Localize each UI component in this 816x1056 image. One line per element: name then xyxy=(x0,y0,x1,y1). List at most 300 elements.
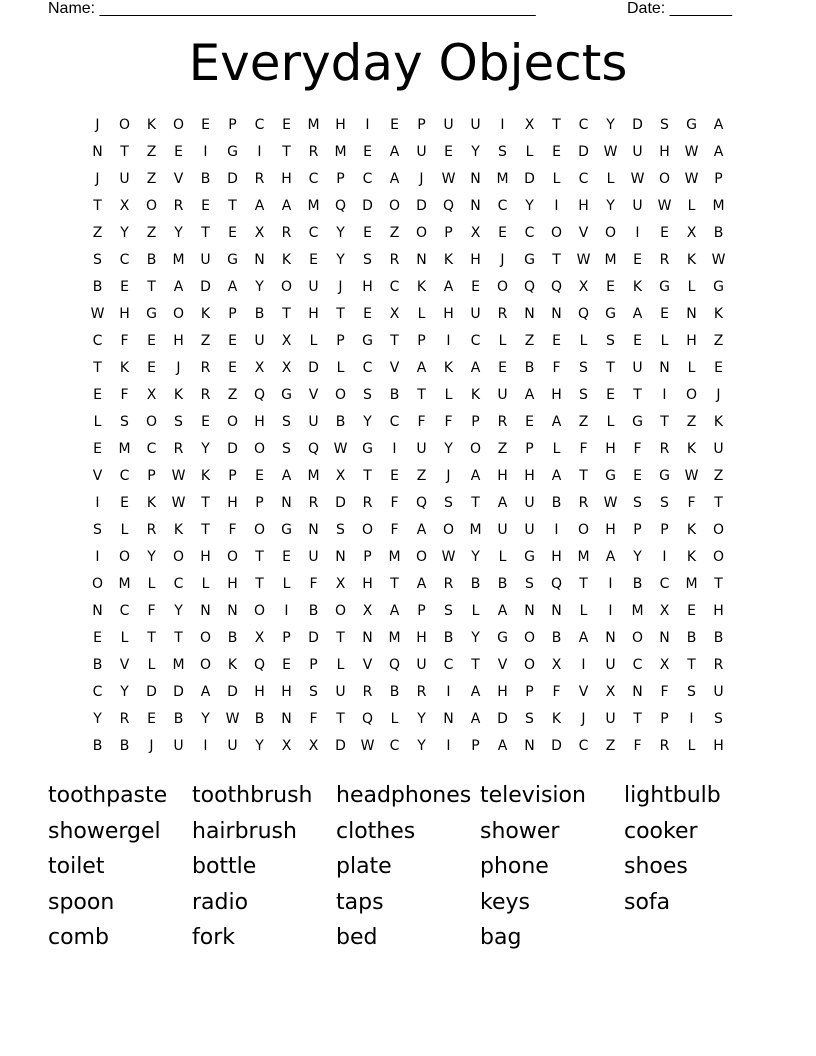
grid-letter: U xyxy=(254,333,265,349)
grid-letter: T xyxy=(660,414,669,430)
grid-letter: G xyxy=(659,279,670,295)
grid-letter: S xyxy=(93,252,102,268)
grid-letter: A xyxy=(227,279,238,295)
grid-letter: C xyxy=(578,117,589,133)
grid-letter: I xyxy=(608,603,613,619)
grid-letter: E xyxy=(525,414,534,430)
grid-letter: R xyxy=(497,414,508,430)
grid-letter: N xyxy=(227,603,238,619)
grid-letter: B xyxy=(308,603,319,619)
grid-letter: E xyxy=(174,144,183,160)
grid-letter: H xyxy=(119,306,130,322)
grid-letter: N xyxy=(551,603,562,619)
grid-letter: O xyxy=(334,387,347,403)
grid-letter: H xyxy=(254,684,265,700)
grid-letter: D xyxy=(551,738,562,754)
grid-letter: H xyxy=(659,144,670,160)
grid-letter: P xyxy=(417,333,426,349)
grid-letter: G xyxy=(281,387,292,403)
grid-letter: Y xyxy=(606,117,615,133)
grid-letter: H xyxy=(551,549,562,565)
grid-letter: P xyxy=(336,333,345,349)
grid-letter: S xyxy=(309,684,318,700)
grid-letter: S xyxy=(363,387,372,403)
grid-letter: R xyxy=(659,738,670,754)
grid-letter: D xyxy=(308,630,319,646)
grid-letter: G xyxy=(659,468,670,484)
grid-letter: X xyxy=(146,387,157,403)
grid-letter: R xyxy=(173,441,184,457)
grid-letter: U xyxy=(470,306,481,322)
grid-letter: H xyxy=(524,468,535,484)
grid-letter: L xyxy=(471,603,480,619)
grid-letter: X xyxy=(254,360,265,376)
grid-letter: D xyxy=(362,198,373,214)
word-bank-item: television xyxy=(480,783,586,808)
word-bank-item: comb xyxy=(48,925,109,951)
grid-letter: N xyxy=(254,252,265,268)
grid-letter: A xyxy=(497,495,508,511)
grid-letter: T xyxy=(282,306,291,322)
grid-letter: G xyxy=(146,306,157,322)
grid-letter: G xyxy=(632,414,643,430)
grid-letter: S xyxy=(444,603,453,619)
grid-letter: T xyxy=(336,630,345,646)
grid-letter: S xyxy=(363,252,372,268)
grid-letter: B xyxy=(254,711,265,727)
grid-letter: Z xyxy=(227,387,238,403)
grid-letter: F xyxy=(444,414,453,430)
grid-letter: S xyxy=(444,495,453,511)
grid-letter: A xyxy=(470,684,481,700)
grid-letter: Z xyxy=(146,225,157,241)
grid-letter: Q xyxy=(334,198,347,214)
grid-letter: W xyxy=(684,468,699,484)
grid-letter: V xyxy=(308,387,319,403)
grid-letter: F xyxy=(579,441,588,457)
grid-letter: K xyxy=(470,387,481,403)
grid-letter: S xyxy=(336,522,345,538)
grid-letter: D xyxy=(227,171,238,187)
grid-letter: F xyxy=(390,522,399,538)
grid-letter: T xyxy=(714,576,723,592)
grid-letter: T xyxy=(93,198,102,214)
grid-letter: W xyxy=(333,441,348,457)
grid-letter: E xyxy=(606,387,615,403)
grid-letter: O xyxy=(442,522,455,538)
grid-letter: N xyxy=(92,603,103,619)
grid-letter: J xyxy=(338,279,343,295)
grid-letter: E xyxy=(660,306,669,322)
letter-grid xyxy=(84,112,732,760)
grid-letter: X xyxy=(335,468,346,484)
grid-letter: T xyxy=(255,549,264,565)
grid-letter: I xyxy=(446,684,451,700)
grid-letter: M xyxy=(496,171,509,187)
grid-letter: C xyxy=(362,360,373,376)
grid-letter: E xyxy=(282,657,291,673)
grid-letter: U xyxy=(119,171,130,187)
grid-letter: Y xyxy=(336,252,345,268)
grid-letter: I xyxy=(365,117,370,133)
grid-letter: X xyxy=(524,117,535,133)
grid-letter: L xyxy=(687,198,696,214)
grid-letter: H xyxy=(713,738,724,754)
grid-letter: Y xyxy=(120,684,129,700)
grid-letter: P xyxy=(714,171,723,187)
word-bank-item: fork xyxy=(192,925,235,951)
grid-letter: Z xyxy=(578,414,589,430)
grid-letter: L xyxy=(120,630,129,646)
grid-letter: F xyxy=(633,738,642,754)
grid-letter: R xyxy=(443,576,454,592)
word-bank-item: clothes xyxy=(336,818,416,844)
grid-letter: U xyxy=(335,684,346,700)
grid-letter: O xyxy=(280,279,293,295)
grid-letter: P xyxy=(660,711,669,727)
grid-letter: R xyxy=(416,684,427,700)
grid-letter: E xyxy=(201,117,210,133)
grid-letter: O xyxy=(172,306,185,322)
grid-letter: U xyxy=(200,252,211,268)
grid-letter: I xyxy=(662,387,667,403)
grid-letter: E xyxy=(120,279,129,295)
grid-letter: Q xyxy=(388,657,401,673)
grid-letter: B xyxy=(92,738,103,754)
grid-letter: R xyxy=(659,441,670,457)
grid-letter: E xyxy=(228,333,237,349)
grid-letter: T xyxy=(255,576,264,592)
grid-letter: T xyxy=(471,657,480,673)
grid-letter: I xyxy=(662,549,667,565)
grid-letter: X xyxy=(254,630,265,646)
grid-letter: W xyxy=(684,171,699,187)
grid-letter: Y xyxy=(174,225,183,241)
grid-letter: O xyxy=(415,549,428,565)
grid-letter: O xyxy=(604,225,617,241)
grid-letter: K xyxy=(173,522,184,538)
grid-letter: T xyxy=(390,576,399,592)
grid-letter: B xyxy=(524,360,535,376)
grid-letter: P xyxy=(660,522,669,538)
grid-letter: O xyxy=(226,414,239,430)
grid-letter: B xyxy=(713,630,724,646)
grid-letter: O xyxy=(631,630,644,646)
grid-letter: L xyxy=(201,576,210,592)
grid-letter: Z xyxy=(146,144,157,160)
grid-letter: H xyxy=(497,684,508,700)
grid-letter: O xyxy=(361,522,374,538)
grid-letter: L xyxy=(687,360,696,376)
grid-letter: C xyxy=(524,225,535,241)
grid-letter: A xyxy=(416,522,427,538)
grid-letter: N xyxy=(443,711,454,727)
grid-letter: I xyxy=(203,144,208,160)
grid-letter: N xyxy=(470,171,481,187)
word-bank-item: plate xyxy=(336,854,392,880)
grid-letter: Z xyxy=(389,225,400,241)
grid-letter: U xyxy=(632,144,643,160)
grid-letter: B xyxy=(254,306,265,322)
grid-letter: P xyxy=(417,117,426,133)
grid-letter: K xyxy=(713,414,724,430)
grid-letter: C xyxy=(632,657,643,673)
grid-letter: U xyxy=(227,738,238,754)
grid-letter: G xyxy=(605,306,616,322)
grid-letter: S xyxy=(579,360,588,376)
grid-letter: B xyxy=(119,738,130,754)
grid-letter: M xyxy=(388,549,401,565)
grid-letter: M xyxy=(334,144,347,160)
grid-letter: O xyxy=(685,387,698,403)
grid-letter: Y xyxy=(606,198,615,214)
grid-letter: D xyxy=(497,711,508,727)
grid-letter: A xyxy=(416,360,427,376)
grid-letter: O xyxy=(712,549,725,565)
grid-letter: H xyxy=(605,522,616,538)
grid-letter: W xyxy=(603,144,618,160)
grid-letter: W xyxy=(603,495,618,511)
grid-letter: T xyxy=(714,495,723,511)
grid-letter: E xyxy=(390,117,399,133)
grid-letter: E xyxy=(363,225,372,241)
grid-letter: J xyxy=(95,117,100,133)
grid-letter: A xyxy=(578,630,589,646)
grid-letter: U xyxy=(416,144,427,160)
grid-letter: R xyxy=(254,171,265,187)
grid-letter: A xyxy=(416,576,427,592)
grid-letter: V xyxy=(119,657,130,673)
grid-letter: H xyxy=(281,171,292,187)
grid-letter: J xyxy=(581,711,586,727)
grid-letter: T xyxy=(579,576,588,592)
grid-letter: O xyxy=(91,576,104,592)
grid-letter: O xyxy=(253,522,266,538)
grid-letter: D xyxy=(200,279,211,295)
grid-letter: S xyxy=(174,414,183,430)
grid-letter: C xyxy=(119,252,130,268)
grid-letter: A xyxy=(632,306,643,322)
grid-letter: O xyxy=(145,414,158,430)
grid-letter: A xyxy=(281,198,292,214)
grid-letter: K xyxy=(200,306,211,322)
grid-letter: B xyxy=(389,387,400,403)
grid-letter: Q xyxy=(307,441,320,457)
grid-letter: M xyxy=(388,630,401,646)
grid-letter: B xyxy=(497,576,508,592)
grid-letter: I xyxy=(446,333,451,349)
grid-letter: O xyxy=(550,225,563,241)
grid-letter: R xyxy=(200,387,211,403)
grid-letter: U xyxy=(524,495,535,511)
grid-letter: N xyxy=(281,711,292,727)
grid-letter: S xyxy=(714,711,723,727)
grid-letter: X xyxy=(578,279,589,295)
grid-letter: U xyxy=(713,441,724,457)
grid-letter: C xyxy=(362,171,373,187)
grid-letter: S xyxy=(687,684,696,700)
grid-letter: X xyxy=(119,198,130,214)
grid-letter: H xyxy=(227,495,238,511)
grid-letter: M xyxy=(577,549,590,565)
grid-letter: I xyxy=(500,117,505,133)
grid-letter: I xyxy=(257,144,262,160)
grid-letter: S xyxy=(282,414,291,430)
grid-letter: I xyxy=(95,495,100,511)
grid-letter: K xyxy=(227,657,238,673)
grid-letter: M xyxy=(712,198,725,214)
grid-letter: P xyxy=(336,171,345,187)
grid-letter: O xyxy=(145,198,158,214)
grid-letter: Z xyxy=(416,468,427,484)
grid-letter: G xyxy=(713,279,724,295)
grid-letter: B xyxy=(470,576,481,592)
grid-letter: C xyxy=(119,468,130,484)
grid-letter: O xyxy=(118,117,131,133)
grid-letter: C xyxy=(92,684,103,700)
grid-letter: R xyxy=(362,495,373,511)
grid-letter: N xyxy=(524,306,535,322)
grid-letter: E xyxy=(633,333,642,349)
grid-letter: W xyxy=(684,144,699,160)
grid-letter: X xyxy=(605,684,616,700)
grid-letter: X xyxy=(551,657,562,673)
grid-letter: U xyxy=(524,522,535,538)
grid-letter: H xyxy=(335,117,346,133)
grid-letter: T xyxy=(417,387,426,403)
word-bank-item: toothbrush xyxy=(192,783,313,808)
grid-letter: P xyxy=(309,657,318,673)
grid-letter: B xyxy=(713,225,724,241)
grid-letter: X xyxy=(281,360,292,376)
grid-letter: B xyxy=(551,630,562,646)
grid-letter: A xyxy=(443,279,454,295)
word-bank-item: radio xyxy=(192,889,249,915)
grid-letter: B xyxy=(92,657,103,673)
word-bank-item: shoes xyxy=(624,854,688,880)
grid-letter: E xyxy=(201,198,210,214)
grid-letter: I xyxy=(203,738,208,754)
grid-letter: N xyxy=(92,144,103,160)
grid-letter: A xyxy=(713,117,724,133)
grid-letter: K xyxy=(146,117,157,133)
word-bank-item: sofa xyxy=(624,889,671,915)
word-bank-item: phone xyxy=(480,854,549,880)
grid-letter: G xyxy=(227,252,238,268)
grid-letter: T xyxy=(633,711,642,727)
grid-letter: N xyxy=(524,603,535,619)
word-bank-item: bottle xyxy=(192,854,257,880)
grid-letter: O xyxy=(496,279,509,295)
grid-letter: C xyxy=(470,333,481,349)
grid-letter: R xyxy=(308,144,319,160)
grid-letter: P xyxy=(471,414,480,430)
grid-letter: G xyxy=(686,117,697,133)
grid-letter: H xyxy=(227,576,238,592)
grid-letter: U xyxy=(632,198,643,214)
grid-letter: C xyxy=(497,198,508,214)
grid-letter: T xyxy=(120,144,129,160)
grid-letter: O xyxy=(523,657,536,673)
grid-letter: K xyxy=(632,279,643,295)
grid-letter: K xyxy=(281,252,292,268)
grid-letter: C xyxy=(659,576,670,592)
grid-letter: N xyxy=(335,549,346,565)
grid-letter: N xyxy=(281,495,292,511)
grid-letter: J xyxy=(95,171,100,187)
grid-letter: J xyxy=(176,360,181,376)
grid-letter: Z xyxy=(92,225,103,241)
grid-letter: S xyxy=(120,414,129,430)
grid-letter: F xyxy=(660,684,669,700)
grid-letter: W xyxy=(171,468,186,484)
grid-letter: K xyxy=(173,387,184,403)
grid-letter: E xyxy=(633,252,642,268)
word-bank-item: hairbrush xyxy=(192,818,297,844)
grid-letter: T xyxy=(147,630,156,646)
grid-letter: T xyxy=(687,657,696,673)
grid-letter: O xyxy=(172,117,185,133)
grid-letter: Y xyxy=(471,144,480,160)
grid-letter: R xyxy=(497,306,508,322)
grid-letter: O xyxy=(172,549,185,565)
grid-letter: B xyxy=(146,252,157,268)
grid-letter: Z xyxy=(524,333,535,349)
grid-letter: B xyxy=(632,576,643,592)
grid-letter: N xyxy=(470,198,481,214)
grid-letter: L xyxy=(390,711,399,727)
grid-letter: Y xyxy=(147,549,156,565)
grid-letter: J xyxy=(149,738,154,754)
grid-letter: Z xyxy=(686,414,697,430)
grid-letter: K xyxy=(416,279,427,295)
grid-letter: Y xyxy=(255,738,264,754)
grid-letter: P xyxy=(417,603,426,619)
grid-letter: E xyxy=(147,360,156,376)
grid-letter: Q xyxy=(550,279,563,295)
grid-letter: G xyxy=(524,549,535,565)
grid-letter: T xyxy=(552,252,561,268)
grid-letter: E xyxy=(282,117,291,133)
grid-letter: D xyxy=(335,738,346,754)
word-bank xyxy=(48,778,788,956)
grid-letter: R xyxy=(119,711,130,727)
grid-letter: L xyxy=(579,603,588,619)
grid-letter: E xyxy=(147,333,156,349)
grid-letter: T xyxy=(471,495,480,511)
grid-letter: T xyxy=(336,306,345,322)
grid-letter: H xyxy=(254,414,265,430)
grid-letter: S xyxy=(498,144,507,160)
grid-letter: Y xyxy=(633,549,642,565)
grid-letter: R xyxy=(200,360,211,376)
grid-letter: L xyxy=(552,171,561,187)
grid-letter: L xyxy=(579,333,588,349)
grid-letter: L xyxy=(525,144,534,160)
grid-letter: A xyxy=(389,144,400,160)
grid-letter: M xyxy=(685,576,698,592)
grid-letter: K xyxy=(200,468,211,484)
grid-letter: N xyxy=(416,252,427,268)
grid-letter: U xyxy=(497,387,508,403)
grid-letter: H xyxy=(578,198,589,214)
grid-letter: O xyxy=(415,225,428,241)
grid-letter: J xyxy=(446,468,451,484)
grid-letter: P xyxy=(471,738,480,754)
grid-letter: P xyxy=(228,306,237,322)
grid-letter: A xyxy=(173,279,184,295)
grid-letter: B xyxy=(335,414,346,430)
